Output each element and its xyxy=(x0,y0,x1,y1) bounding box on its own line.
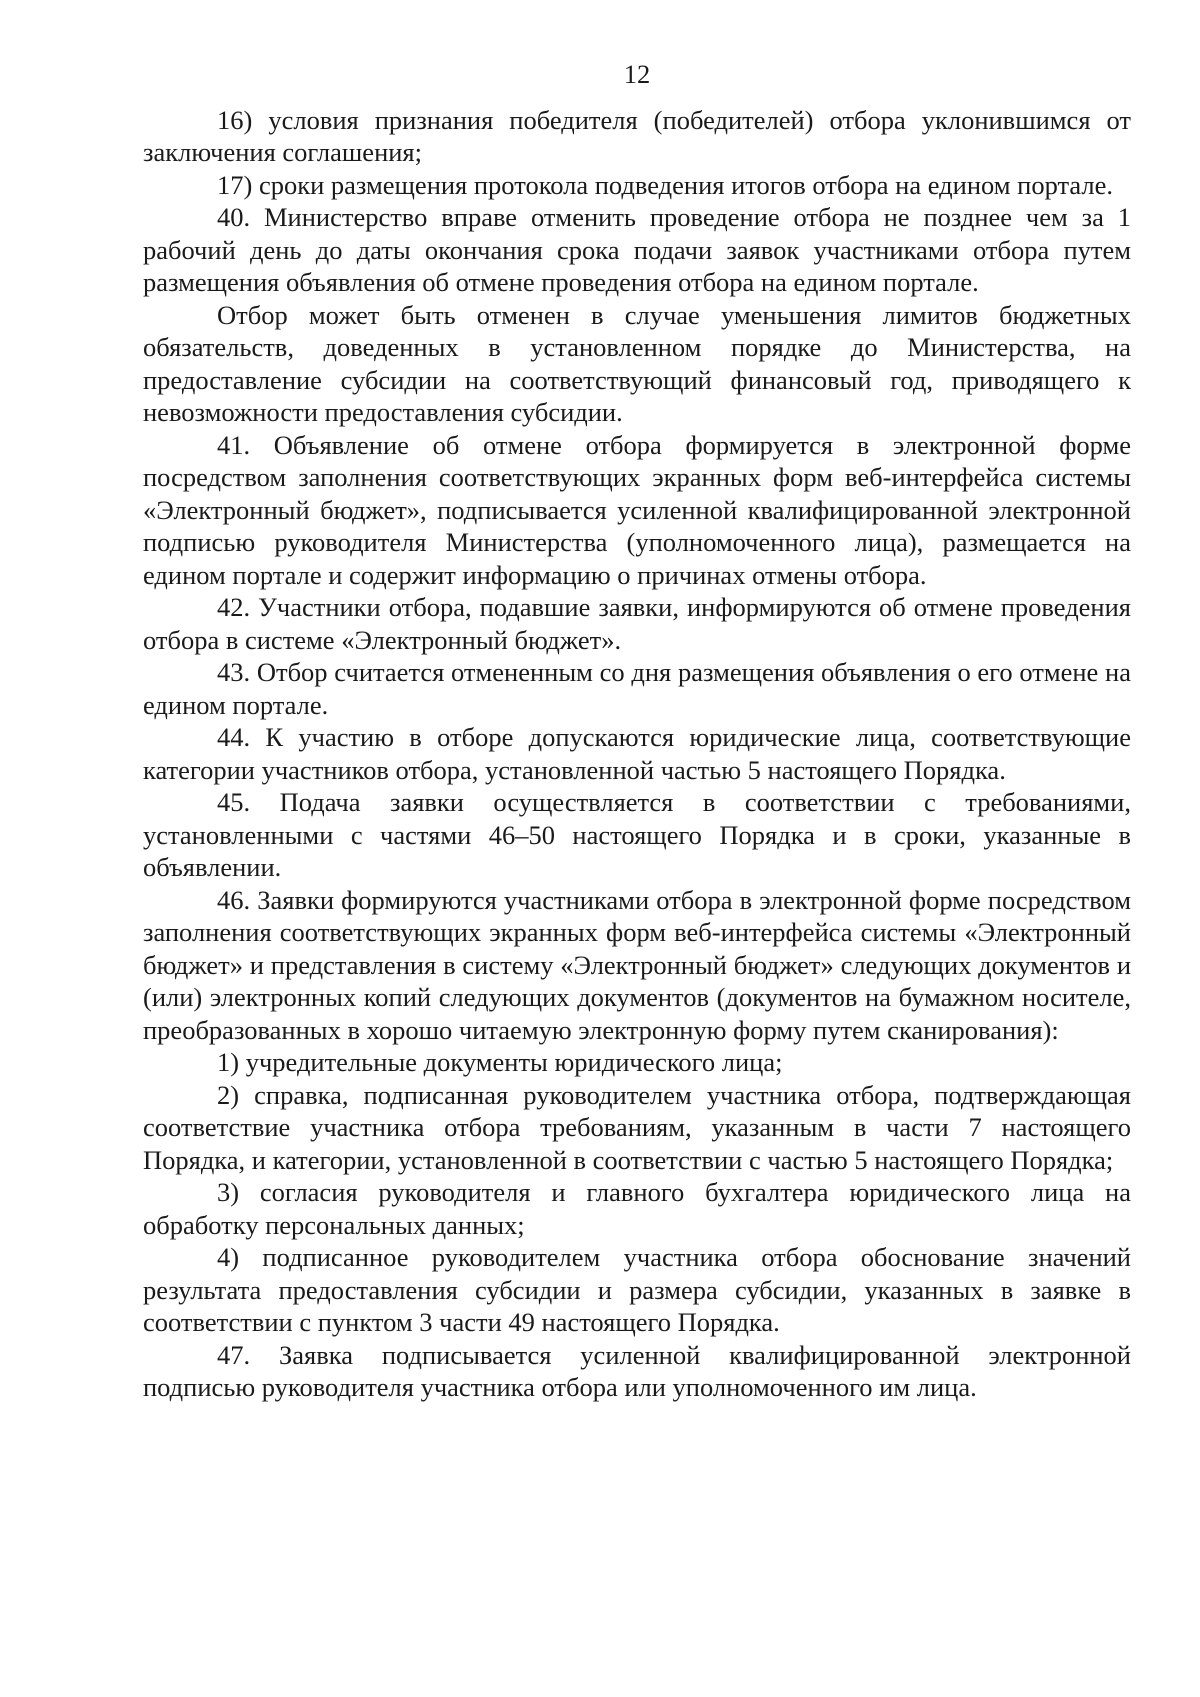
paragraph-clause-47: 47. Заявка подписывается усиленной квалифицированной электронной подписью руководителя участника отбора или уполномоченного им лица. xyxy=(143,1339,1131,1402)
paragraph-clause-46-item-2: 2) справка, подписанная руководителем участника отбора, подтверждающая соответствие участника отбора требованиям, указанным в части 7 настоящего Порядка, и категории, установленной в соответствии с частью 5 настоящего Порядка; xyxy=(143,1079,1131,1175)
paragraph-clause-46: 46. Заявки формируются участниками отбора в электронной форме посредством заполнения соответствующих экранных форм веб-интерфейса системы «Электронный бюджет» и представления в систему «Электронный бюджет» следующих документов и (или) электронных копий следующих документов (документов на бумажном носителе, преобразованных в хорошо читаемую электронную форму путем сканирования): xyxy=(143,884,1131,1045)
document-page xyxy=(143,58,1131,1404)
paragraph-clause-46-item-3: 3) согласия руководителя и главного бухгалтера юридического лица на обработку персональных данных; xyxy=(143,1177,1131,1240)
paragraph-clause-46-item-4: 4) подписанное руководителем участника отбора обоснование значений результата предоставления субсидии и размера субсидии, указанных в заявке в соответствии с пунктом 3 части 49 настоящего Порядка. xyxy=(143,1242,1131,1337)
paragraph-clause-43: 43. Отбор считается отмененным со дня размещения объявления о его отмене на едином портале. xyxy=(143,657,1131,720)
paragraph-item-16: 16) условия признания победителя (победителей) отбора уклонившимся от заключения соглашения; xyxy=(143,104,1131,167)
paragraph-item-17: 17) сроки размещения протокола подведения итогов отбора на едином портале. xyxy=(217,169,1113,200)
paragraph-clause-40-continued: Отбор может быть отменен в случае уменьшения лимитов бюджетных обязательств, доведенных в установленном порядке до Министерства, на предоставление субсидии на соответствующий финансовый год, приводящего к невозможности предоставления субсидии. xyxy=(143,299,1131,427)
paragraph-clause-41: 41. Объявление об отмене отбора формируется в электронной форме посредством заполнения соответствующих экранных форм веб-интерфейса системы «Электронный бюджет», подписывается усиленной квалифицированной электронной подписью руководителя Министерства (уполномоченного лица), размещается на едином портале и содержит информацию о причинах отмены отбора. xyxy=(143,429,1131,590)
paragraph-clause-40: 40. Министерство вправе отменить проведение отбора не позднее чем за 1 рабочий день до даты окончания срока подачи заявок участниками отбора путем размещения объявления об отмене проведения отбора на едином портале. xyxy=(143,202,1131,297)
paragraph-clause-46-item-1: 1) учредительные документы юридического лица; xyxy=(217,1047,783,1077)
page-number: 12 xyxy=(623,59,651,89)
paragraph-clause-42: 42. Участники отбора, подавшие заявки, информируются об отмене проведения отбора в системе «Электронный бюджет». xyxy=(143,592,1131,655)
paragraph-clause-44: 44. К участию в отборе допускаются юридические лица, соответствующие категории участников отбора, установленной частью 5 настоящего Порядка. xyxy=(143,722,1131,785)
paragraph-clause-45: 45. Подача заявки осуществляется в соответствии с требованиями, установленными с частями 46–50 настоящего Порядка и в сроки, указанные в объявлении. xyxy=(143,787,1131,882)
